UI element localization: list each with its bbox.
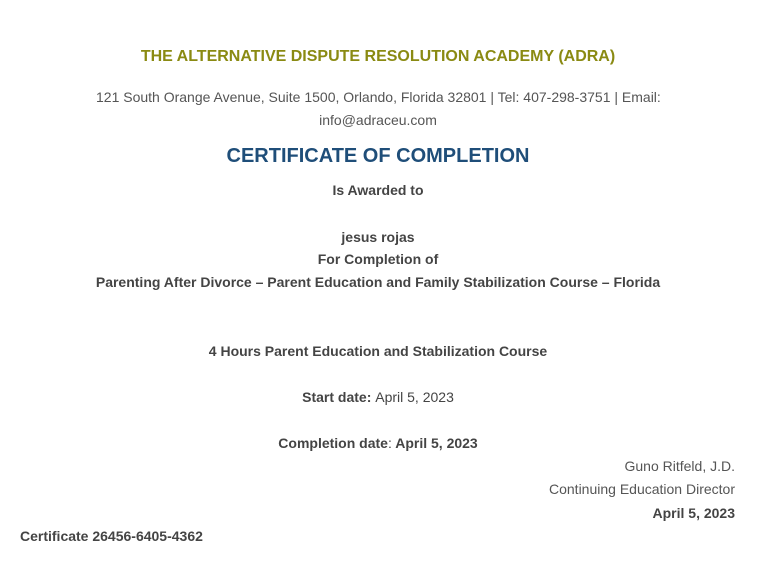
signature-date: April 5, 2023 — [652, 505, 735, 521]
for-completion-label: For Completion of — [317, 251, 439, 267]
address-line-2: info@adraceu.com — [319, 112, 437, 128]
start-date-value: April 5, 2023 — [375, 389, 454, 405]
signatory-title: Continuing Education Director — [549, 481, 735, 497]
completion-date-row — [0, 435, 756, 451]
awarded-to-label: Is Awarded to — [332, 182, 424, 198]
course-hours: 4 Hours Parent Education and Stabilization Course — [208, 343, 548, 359]
recipient-name: jesus rojas — [341, 229, 415, 245]
completion-date-label: Completion date — [278, 435, 388, 451]
academy-name: THE ALTERNATIVE DISPUTE RESOLUTION ACADEMY (ADRA) — [140, 48, 616, 65]
address-line-1: 121 South Orange Avenue, Suite 1500, Orlando, Florida 32801 | Tel: 407-298-3751 | Email: — [96, 89, 661, 105]
start-date-row — [0, 389, 756, 405]
start-date-label: Start date: — [302, 389, 372, 405]
certificate-number: Certificate 26456-6405-4362 — [20, 528, 203, 544]
completion-date-separator: : — [387, 435, 392, 451]
signatory-name: Guno Ritfeld, J.D. — [624, 458, 735, 474]
completion-date-value: April 5, 2023 — [395, 435, 478, 451]
certificate-title: CERTIFICATE OF COMPLETION — [226, 145, 530, 167]
course-name: Parenting After Divorce – Parent Education and Family Stabilization Course – Florida — [95, 274, 661, 290]
